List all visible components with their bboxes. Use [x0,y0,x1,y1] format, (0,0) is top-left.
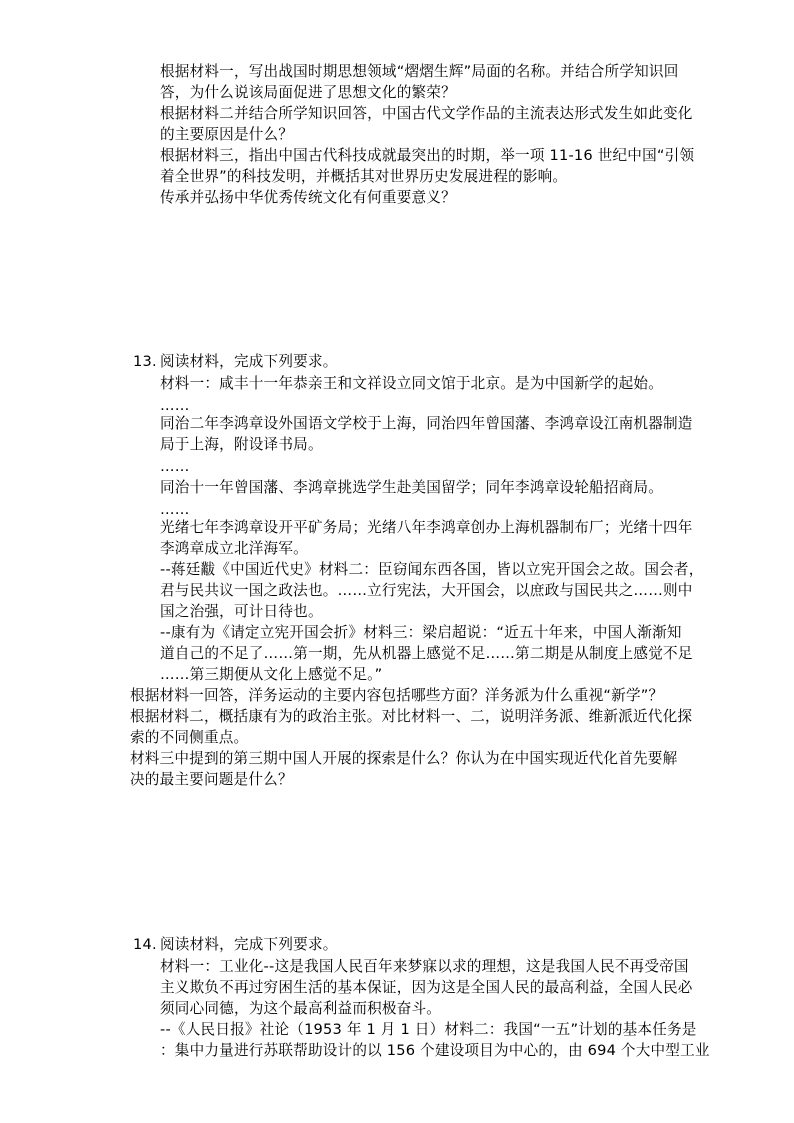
q12-sub4-line1: 传承并弘扬中华优秀传统文化有何重要意义？ [160,189,456,206]
q13-question-line: 决的最主要问题是什么？ [130,771,293,788]
q13-material-line: 君与民共议一国之政法也。……立行宪法，大开国会，以庶政与国民共之……则中 [160,582,693,599]
q12-sub1-line1: 根据材料一，写出战国时期思想领域“熠熠生辉”局面的名称。并结合所学知识回 [160,63,679,80]
q13-material-line: --蒋廷黻《中国近代史》材料二：臣窃闻东西各国，皆以立宪开国会之故。国会者， [160,561,704,578]
q13-question-line: 根据材料一回答，洋务运动的主要内容包括哪些方面？洋务派为什么重视“新学”？ [130,687,664,704]
q14-material-line: ：集中力量进行苏联帮助设计的以 156 个建设项目为中心的，由 694 个大中型工业 [160,1042,710,1059]
q13-question-line: 索的不同侧重点。 [130,729,249,746]
q13-material-line: 同治十一年曾国藩、李鸿章挑选学生赴美国留学；同年李鸿章设轮船招商局。 [160,479,663,496]
q14-material-line: --《人民日报》社论（1953 年 1 月 1 日）材料二：我国“一五”计划的基本任务是 [160,1021,697,1038]
q12-sub2-line1: 根据材料二并结合所学知识回答，中国古代文学作品的主流表达形式发生如此变化 [160,105,693,122]
q12-sub3-line1: 根据材料三，指出中国古代科技成就最突出的时期，举一项 11-16 世纪中国“引领 [160,147,695,164]
q13-material-line: 国之治强，可计日待也。 [160,603,323,620]
q14-material-line: 材料一：工业化--这是我国人民百年来梦寐以求的理想，这是我国人民不再受帝国 [160,958,689,975]
q13-number: 13. [133,353,157,370]
q13-material-line: --康有为《请定立宪开国会折》材料三：梁启超说：“近五十年来，中国人渐渐知 [160,624,682,641]
q13-material-line: 材料一：咸丰十一年恭亲王和文祥设立同文馆于北京。是为中国新学的起始。 [160,375,663,392]
q13-material-line: …… [160,458,190,475]
q13-material-line: 同治二年李鸿章设外国语文学校于上海，同治四年曾国藩、李鸿章设江南机器制造 [160,415,693,432]
q13-material-line: 道自己的不足了……第一期，先从机器上感觉不足……第二期是从制度上感觉不足 [160,645,693,662]
q14-material-line: 须同心同德，为这个最高利益而积极奋斗。 [160,1000,442,1017]
q13-material-line: 李鸿章成立北洋海军。 [160,540,308,557]
q13-question-line: 材料三中提到的第三期中国人开展的探索是什么？你认为在中国实现近代化首先要解 [130,750,678,767]
q13-material-line: …… [160,501,190,518]
q14-prompt: 阅读材料，完成下列要求。 [160,936,338,953]
q13-material-line: 局于上海，附设译书局。 [160,436,323,453]
q13-material-line: 光绪七年李鸿章设开平矿务局；光绪八年李鸿章创办上海机器制布厂；光绪十四年 [160,519,693,536]
q12-sub2-line2: 的主要原因是什么？ [160,126,294,143]
q14-number: 14. [133,936,157,953]
q13-material-line: …… [160,397,190,414]
q13-material-line: ……第三期便从文化上感觉不足。” [160,666,383,683]
q13-question-line: 根据材料二，概括康有为的政治主张。对比材料一、二，说明洋务派、维新派近代化探 [130,708,693,725]
q12-sub1-line2: 答，为什么说该局面促进了思想文化的繁荣？ [160,84,456,101]
q14-material-line: 主义欺负不再过穷困生活的基本保证，因为这是全国人民的最高利益，全国人民必 [160,979,693,996]
q12-sub3-line2: 着全世界”的科技发明，并概括其对世界历史发展进程的影响。 [160,168,568,185]
q13-prompt: 阅读材料，完成下列要求。 [160,353,338,370]
